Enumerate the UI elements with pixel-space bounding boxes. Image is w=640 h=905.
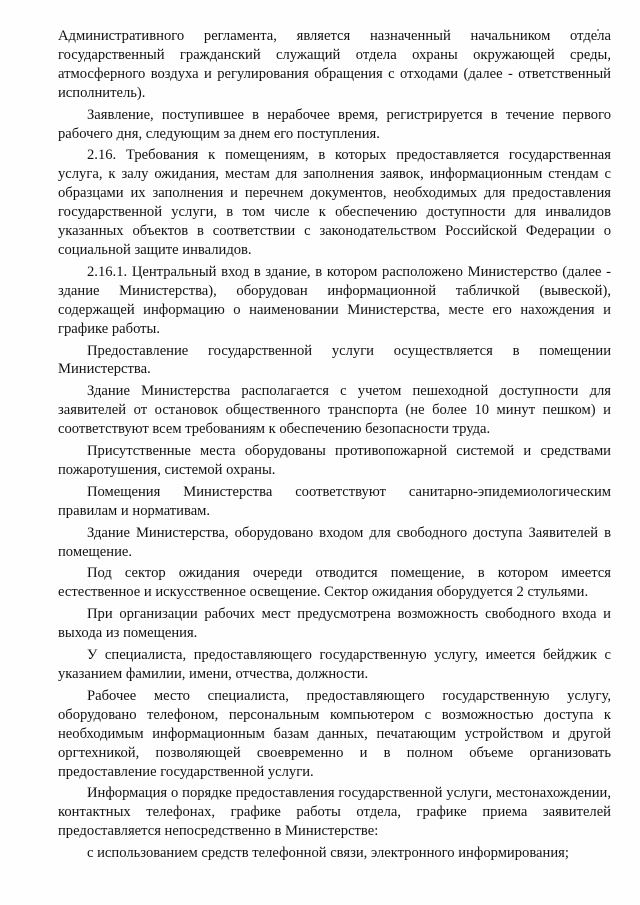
paragraph-registration: Заявление, поступившее в нерабочее время, регистрируется в течение первого рабочего дня, следующим за днем его поступления.: [58, 106, 611, 142]
paragraph-badge: У специалиста, предоставляющего государственную услугу, имеется бейджик с указанием фамилии, имени, отчества, должности.: [58, 647, 611, 682]
paragraph-list-item: с использованием средств телефонной связи, электронного информирования;: [87, 845, 569, 862]
paragraph-waiting-area: Под сектор ожидания очереди отводится помещение, в котором имеется естественное и искусственное освещение. Сектор ожидания оборудуется 2 стульями.: [58, 565, 611, 601]
document-body: [58, 27, 611, 863]
paragraph-workplaces: При организации рабочих мест предусмотрена возможность свободного входа и выхода из помещения.: [58, 606, 611, 642]
paragraph-section-2-16-1: 2.16.1. Центральный вход в здание, в котором расположено Министерство (далее - здание Министерства), оборудован информационной табличкой (вывеской), содержащей информацию о наименовании Министерства, месте его нахождения и графике работы.: [58, 263, 611, 337]
paragraph-continuation: Административного регламента, является назначенный начальником отдела государственный гражданский служащий отдела охраны окружающей среды, атмосферного воздуха и регулирования обращения с отходами (далее - ответственный исполнитель).: [58, 28, 611, 101]
paragraph-sanitary: Помещения Министерства соответствуют санитарно-эпидемиологическим правилам и нормативам.: [58, 483, 611, 519]
paragraph-building-access: Здание Министерства располагается с учетом пешеходной доступности для заявителей от остановок общественного транспорта (не более 10 минут пешком) и соответствуют всем требованиям к обеспечению безопасности труда.: [58, 383, 611, 438]
paragraph-workstation: Рабочее место специалиста, предоставляющего государственную услугу, оборудовано телефоном, персональным компьютером с возможностью доступа к необходимым информационным базам данных, печатающим устройством и другой оргтехникой, позволяющей своевременно и в полном объеме организовать предоставление государственной услуги.: [58, 687, 611, 780]
paragraph-section-2-16: 2.16. Требования к помещениям, в которых предоставляется государственная услуга, к залу ожидания, местам для заполнения заявок, информационным стендам с образцами их заполнения и перечнем документов, необходимых для предоставления государственной услуги, в том числе к обеспечению доступности для инвалидов указанных объектов в соответствии с законодательством Российской Федерации о социальной защите инвалидов.: [58, 147, 611, 258]
paragraph-fire-safety: Присутственные места оборудованы противопожарной системой и средствами пожаротушения, системой охраны.: [58, 443, 611, 478]
paragraph-information: Информация о порядке предоставления государственной услуги, местонахождении, контактных телефонах, графике работы отдела, графике приема заявителей предоставляется непосредственно в Министерстве:: [58, 785, 611, 840]
paragraph-service-location: Предоставление государственной услуги осуществляется в помещении Министерства.: [58, 342, 611, 378]
paragraph-free-entry: Здание Министерства, оборудовано входом для свободного доступа Заявителей в помещение.: [58, 524, 611, 560]
